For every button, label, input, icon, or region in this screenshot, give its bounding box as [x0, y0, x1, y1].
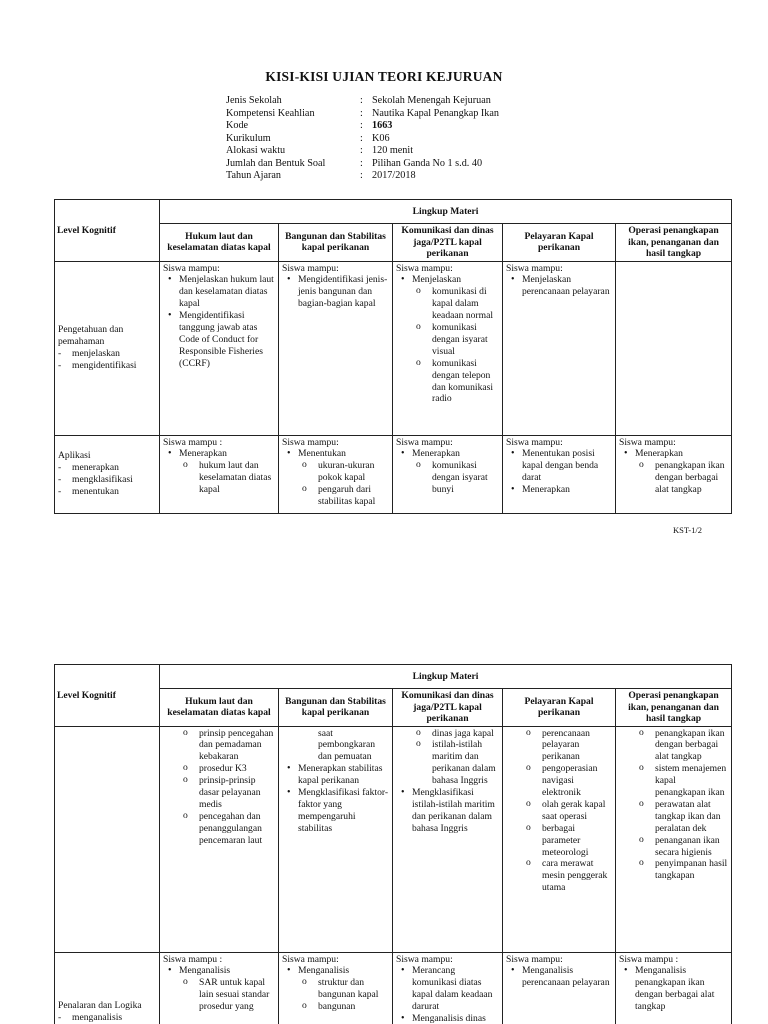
info-value: 2017/2018 [372, 170, 416, 181]
header-row [55, 200, 732, 224]
bullet-text: Merancang komunikasi diatas kapal dalam keadaan darurat [412, 965, 493, 1013]
bullet-list [282, 274, 389, 310]
sub-item: o ukuran-ukuran pokok kapal [318, 460, 389, 484]
sub-item: o penangkapan ikan dengan berbagai alat tangkap [655, 460, 728, 496]
info-row [226, 95, 499, 108]
sub-list [179, 977, 275, 1013]
level-title: Penalaran dan Logika [58, 1000, 142, 1012]
bullet-list [396, 448, 499, 496]
sub-list [635, 460, 728, 496]
level-cell [55, 952, 160, 1024]
materi-cell [616, 435, 732, 513]
bullet-item [522, 274, 612, 298]
sub-item: o komunikasi dengan telepon dan komunikasi radio [432, 358, 499, 406]
bullet-list [506, 448, 612, 496]
bullet-list [282, 965, 389, 1013]
info-colon: : [360, 120, 363, 131]
info-value: Nautika Kapal Penangkap Ikan [372, 107, 500, 119]
sub-item: o struktur dan bangunan kapal [318, 977, 389, 1001]
column-header: Bangunan dan Stabilitas kapal perikanan [279, 224, 393, 262]
siswa-mampu-label: Siswa mampu: [506, 262, 563, 274]
sub-item: o dinas jaga kapal [432, 728, 499, 740]
materi-cell [393, 435, 503, 513]
level-cell [55, 435, 160, 513]
document-title: KISI-KISI UJIAN TEORI KEJURUAN [265, 69, 503, 84]
bullet-item [522, 484, 612, 496]
sub-item: o sistem menajemen kapal penangkapan ikan [655, 763, 728, 799]
siswa-mampu-label: Siswa mampu : [163, 953, 223, 965]
bullet-list [506, 274, 612, 298]
column-header: Komunikasi dan dinas jaga/P2TL kapal perikanan [393, 689, 503, 727]
bullet-item [635, 448, 728, 496]
bullet-text: Menganalisis dinas [412, 1013, 486, 1024]
bullet-item [522, 448, 612, 484]
kisi-table-page-2 [54, 664, 732, 1024]
info-row [226, 108, 499, 121]
info-row [226, 158, 499, 171]
bullet-text: Menganalisis [298, 965, 350, 977]
column-header: Operasi penangkapan ikan, penanganan dan hasil tangkap [616, 224, 732, 262]
materi-cell [616, 261, 732, 435]
bullet-item: • Menerapkan stabilitas kapal perikanan [298, 763, 389, 787]
siswa-mampu-label: Siswa mampu: [396, 953, 453, 965]
bullet-text: Mengidentifikasi tanggung jawab atas Code of Conduct for Responsible Fisheries (CCRF) [179, 310, 263, 369]
sub-list [298, 460, 389, 508]
sub-list [412, 460, 499, 496]
column-header: Bangunan dan Stabilitas kapal perikanan [279, 689, 393, 727]
bullet-item [298, 965, 389, 1013]
sub-item: o pencegahan dan penanggulangan pencemaran laut [199, 811, 275, 847]
bullet-item [179, 448, 275, 496]
continued-text: saat pembongkaran dan pemuatan [318, 727, 376, 763]
info-row [226, 145, 499, 158]
level-item: - menentukan [58, 486, 156, 498]
materi-cell [279, 952, 393, 1024]
sub-list [179, 460, 275, 496]
materi-cell [616, 726, 732, 952]
lingkup-materi-header: Lingkup Materi [160, 200, 732, 224]
level-kognitif-header: Level Kognitif [55, 200, 160, 262]
siswa-mampu-label: Siswa mampu: [506, 953, 563, 965]
siswa-mampu-label: Siswa mampu: [282, 436, 339, 448]
sub-item: o pengoperasian navigasi elektronik [542, 763, 612, 799]
info-row [226, 120, 499, 133]
kisi-row-continuation [55, 726, 732, 952]
info-value: K06 [372, 132, 390, 144]
bullet-text: Menentukan [298, 448, 346, 460]
info-key: Tahun Ajaran [226, 170, 282, 181]
level-item: - menerapkan [58, 462, 156, 474]
level-title: Aplikasi [58, 450, 91, 462]
bullet-list [282, 448, 389, 508]
sub-item: o penyimpanan hasil tangkapan [655, 858, 728, 882]
level-item: - mengidentifikasi [58, 360, 156, 372]
materi-cell [160, 726, 279, 952]
bullet-text: Menerapkan [635, 448, 683, 460]
info-table [226, 95, 499, 183]
sub-item: o hukum laut dan keselamatan diatas kapal [199, 460, 275, 496]
bullet-item [522, 965, 612, 989]
info-colon: : [360, 132, 363, 144]
level-title: Pengetahuan dan pemahaman [58, 324, 124, 348]
sub-item: o pengaruh dari stabilitas kapal [318, 484, 389, 508]
info-colon: : [360, 107, 363, 119]
level-item: - menganalisis [58, 1012, 156, 1024]
materi-cell [160, 435, 279, 513]
info-key: Kurikulum [226, 132, 271, 144]
sub-item: o berbagai parameter meteorologi [542, 823, 612, 859]
bullet-text: Menerapkan [412, 448, 460, 460]
info-colon: : [360, 157, 363, 169]
column-header: Pelayaran Kapal perikanan [503, 224, 616, 262]
sub-item: o komunikasi dengan isyarat visual [432, 322, 499, 358]
bullet-text: Menerapkan [179, 448, 227, 460]
sub-item: o SAR untuk kapal lain sesuai standar prosedur yang [199, 977, 275, 1013]
column-header: Hukum laut dan keselamatan diatas kapal [160, 224, 279, 262]
sub-item: o penangkapan ikan dengan berbagai alat tangkap [655, 728, 728, 764]
bullet-text: Menganalisis [179, 965, 231, 977]
kisi-row [55, 261, 732, 435]
level-cell-empty [55, 726, 160, 952]
materi-cell [503, 261, 616, 435]
materi-cell [393, 261, 503, 435]
materi-cell [393, 952, 503, 1024]
bullet-item [298, 274, 389, 310]
bullet-list [163, 965, 275, 1013]
column-header: Pelayaran Kapal perikanan [503, 689, 616, 727]
sub-item: o prinsip-prinsip dasar pelayanan medis [199, 775, 275, 811]
materi-cell [393, 726, 503, 952]
siswa-mampu-label: Siswa mampu: [619, 436, 676, 448]
info-colon: : [360, 170, 363, 181]
kisi-row [55, 435, 732, 513]
info-value: 1663 [372, 120, 393, 131]
siswa-mampu-label: Siswa mampu: [396, 262, 453, 274]
bullet-item [179, 274, 275, 310]
level-item: - menjelaskan [58, 348, 156, 360]
sub-item: o komunikasi di kapal dalam keadaan normal [432, 286, 499, 322]
bullet-item [412, 965, 499, 1013]
bullet-item: • Mengklasifikasi istilah-istilah maritim dan perikanan dalam bahasa Inggris [412, 787, 499, 835]
materi-cell [279, 726, 393, 952]
info-row [226, 133, 499, 146]
materi-cell [279, 261, 393, 435]
bullet-list [619, 965, 728, 1013]
sub-list [506, 728, 612, 895]
info-value: Sekolah Menengah Kejuruan [372, 95, 491, 106]
info-key: Kode [226, 120, 249, 131]
info-value: 120 menit [372, 145, 414, 156]
sub-item: o prosedur K3 [199, 763, 275, 775]
sub-item: o istilah-istilah maritim dan perikanan dalam bahasa Inggris [432, 739, 499, 787]
bullet-text: Menjelaskan [412, 274, 462, 286]
siswa-mampu-label: Siswa mampu : [163, 436, 223, 448]
kisi-table-page-1 [54, 199, 732, 514]
info-colon: : [360, 95, 363, 106]
info-key: Jenis Sekolah [226, 95, 282, 106]
column-header: Komunikasi dan dinas jaga/P2TL kapal perikanan [393, 224, 503, 262]
sub-list [619, 728, 728, 883]
bullet-item [412, 448, 499, 496]
siswa-mampu-label: Siswa mampu : [619, 953, 679, 965]
level-kognitif-header: Level Kognitif [55, 665, 160, 727]
bullet-item [179, 310, 275, 370]
bullet-text: Menerapkan [522, 484, 570, 496]
materi-cell [616, 952, 732, 1024]
sub-item: o perencanaan pelayaran perikanan [542, 728, 612, 764]
materi-cell [503, 952, 616, 1024]
sub-list [163, 728, 275, 847]
lingkup-materi-header: Lingkup Materi [160, 665, 732, 689]
siswa-mampu-label: Siswa mampu: [396, 436, 453, 448]
header-row [55, 665, 732, 689]
sub-list [396, 728, 499, 788]
sub-item: o prinsip pencegahan dan pemadaman kebakaran [199, 728, 275, 764]
bullet-item: • Mengklasifikasi faktor-faktor yang mempengaruhi stabilitas [298, 787, 389, 835]
bullet-list [282, 763, 389, 834]
info-value: Pilihan Ganda No 1 s.d. 40 [372, 157, 483, 169]
sub-item: o bangunan [318, 1001, 389, 1013]
bullet-list [396, 787, 499, 835]
bullet-text: Menganalisis penangkapan ikan dengan berbagai alat tangkap [635, 965, 715, 1013]
bullet-item [179, 965, 275, 1013]
sub-list [298, 977, 389, 1013]
info-key: Jumlah dan Bentuk Soal [226, 157, 326, 169]
materi-cell [503, 435, 616, 513]
bullet-item [412, 1013, 499, 1024]
siswa-mampu-label: Siswa mampu: [506, 436, 563, 448]
level-cell [55, 261, 160, 435]
bullet-text: Menganalisis perencanaan pelayaran [522, 965, 610, 989]
bullet-list [396, 274, 499, 405]
sub-item: o penanganan ikan secara higienis [655, 835, 728, 859]
materi-cell [503, 726, 616, 952]
sub-item: o cara merawat mesin penggerak utama [542, 858, 612, 894]
bullet-list [506, 965, 612, 989]
page-number: KST-1/2 [673, 525, 702, 535]
info-key: Alokasi waktu [226, 145, 286, 156]
bullet-item [298, 448, 389, 508]
siswa-mampu-label: Siswa mampu: [282, 953, 339, 965]
column-header: Operasi penangkapan ikan, penanganan dan hasil tangkap [616, 689, 732, 727]
sub-item: o olah gerak kapal saat operasi [542, 799, 612, 823]
materi-cell [279, 435, 393, 513]
bullet-list [163, 448, 275, 496]
bullet-text: Mengidentifikasi jenis-jenis bangunan dan bagian-bagian kapal [298, 274, 388, 310]
bullet-item [635, 965, 728, 1013]
bullet-item [412, 274, 499, 405]
siswa-mampu-label: Siswa mampu: [163, 262, 220, 274]
info-colon: : [360, 145, 363, 156]
column-header: Hukum laut dan keselamatan diatas kapal [160, 689, 279, 727]
bullet-list [619, 448, 728, 496]
bullet-text: Menentukan posisi kapal dengan benda darat [522, 448, 599, 484]
kisi-row [55, 952, 732, 1024]
sub-list [412, 286, 499, 405]
sub-item: o perawatan alat tangkap ikan dan peralatan dek [655, 799, 728, 835]
bullet-text: Menjelaskan perencanaan pelayaran [522, 274, 610, 298]
sub-item: o komunikasi dengan isyarat bunyi [432, 460, 499, 496]
siswa-mampu-label: Siswa mampu: [282, 262, 339, 274]
materi-cell [160, 261, 279, 435]
info-row [226, 170, 499, 183]
bullet-text: Menjelaskan hukum laut dan keselamatan diatas kapal [179, 274, 274, 310]
info-key: Kompetensi Keahlian [226, 107, 315, 119]
bullet-list [396, 965, 499, 1024]
materi-cell [160, 952, 279, 1024]
level-item: - mengklasifikasi [58, 474, 156, 486]
bullet-list [163, 274, 275, 369]
